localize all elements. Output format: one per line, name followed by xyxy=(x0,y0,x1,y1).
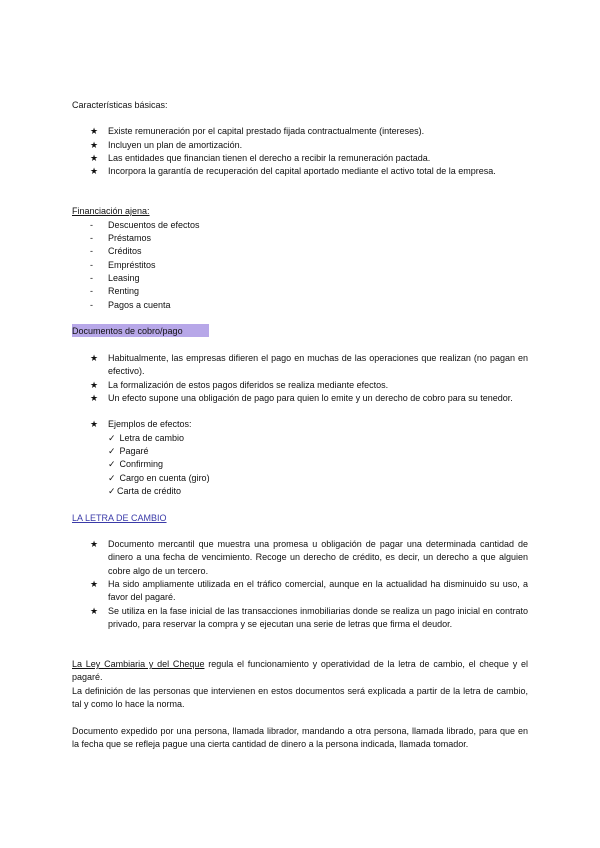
star-bullet-icon: ★ xyxy=(90,126,99,136)
star-bullet-icon: ★ xyxy=(90,419,99,429)
dash-bullet: - xyxy=(90,260,93,270)
dash-bullet: - xyxy=(90,273,93,283)
document-item-2: La formalización de estos pagos diferidos se realiza mediante efectos. xyxy=(108,380,389,390)
star-bullet-icon: ★ xyxy=(90,140,99,150)
example-item-1: ✓ Letra de cambio xyxy=(108,433,185,443)
dash-bullet: - xyxy=(90,286,93,296)
example-item-3: ✓ Confirming xyxy=(108,459,164,469)
financing-item-4: Empréstitos xyxy=(108,260,156,270)
star-bullet-icon: ★ xyxy=(90,579,99,589)
check-icon: ✓ xyxy=(108,486,116,496)
basic-item-4: Incorpora la garantía de recuperación del capital aportado mediante el activo total de la empresa. xyxy=(108,166,496,176)
basic-item-3: Las entidades que financian tienen el derecho a recibir la remuneración pactada. xyxy=(108,153,431,163)
basic-item-2: Incluyen un plan de amortización. xyxy=(108,140,243,150)
check-icon: ✓ xyxy=(108,446,116,456)
financing-item-6: Renting xyxy=(108,286,140,296)
documents-heading: Documentos de cobro/pago xyxy=(72,326,183,336)
example-item-2: ✓ Pagaré xyxy=(108,446,149,456)
law-title: La Ley Cambiaria y del Cheque xyxy=(72,659,205,669)
documents-heading-highlight xyxy=(72,324,209,337)
letra-item-2: Ha sido ampliamente utilizada en el tráfico comercial, aunque en la actualidad ha disminuido su uso, a favor del pagaré. xyxy=(108,579,528,603)
check-icon: ✓ xyxy=(108,473,116,483)
check-icon: ✓ xyxy=(108,433,116,443)
basic-features-heading: Características básicas: xyxy=(72,100,168,110)
definition-paragraph: La definición de las personas que intervienen en estos documentos será explicada a partir de la letra de cambio, tal y como lo hace la norma. xyxy=(72,686,528,710)
dash-bullet: - xyxy=(90,246,93,256)
financing-item-3: Créditos xyxy=(108,246,142,256)
document-definition-paragraph: Documento expedido por una persona, llamada librador, mandando a otra persona, llamada librado, para que en la fecha que se refleja pague una cierta cantidad de dinero a la persona indicada, llamada tomador. xyxy=(72,726,528,750)
financing-item-2: Préstamos xyxy=(108,233,152,243)
star-bullet-icon: ★ xyxy=(90,393,99,403)
letra-item-1: Documento mercantil que muestra una promesa u obligación de pagar una determinada cantidad de dinero a una fecha de vencimiento. Recoge un derecho de crédito, es decir, un derecho a que alguien cobre algo de un tercero. xyxy=(108,539,528,576)
law-paragraph: La Ley Cambiaria y del Cheque regula el funcionamiento y operatividad de la letra de cambio, el cheque y el pagaré. xyxy=(72,659,528,683)
basic-item-1: Existe remuneración por el capital prestado fijada contractualmente (intereses). xyxy=(108,126,425,136)
star-bullet-icon: ★ xyxy=(90,606,99,616)
document-item-1: Habitualmente, las empresas difieren el pago en muchas de las operaciones que realizan (no pagan en efectivo). xyxy=(108,353,528,377)
letra-item-3: Se utiliza en la fase inicial de las transacciones inmobiliarias donde se realiza un pago inicial en contrato privado, para reservar la compra y se ejecutan una serie de letras que firma el deudor. xyxy=(108,606,528,630)
star-bullet-icon: ★ xyxy=(90,539,99,549)
financing-item-7: Pagos a cuenta xyxy=(108,300,171,310)
star-bullet-icon: ★ xyxy=(90,153,99,163)
financing-heading: Financiación ajena: xyxy=(72,206,150,216)
example-item-5: ✓Carta de crédito xyxy=(108,486,182,496)
star-bullet-icon: ★ xyxy=(90,353,99,363)
dash-bullet: - xyxy=(90,300,93,310)
financing-item-5: Leasing xyxy=(108,273,140,283)
document-item-4: Ejemplos de efectos: xyxy=(108,419,192,429)
dash-bullet: - xyxy=(90,220,93,230)
star-bullet-icon: ★ xyxy=(90,166,99,176)
letra-de-cambio-heading-link[interactable]: LA LETRA DE CAMBIO xyxy=(72,513,167,523)
star-bullet-icon: ★ xyxy=(90,380,99,390)
financing-item-1: Descuentos de efectos xyxy=(108,220,200,230)
dash-bullet: - xyxy=(90,233,93,243)
example-item-4: ✓ Cargo en cuenta (giro) xyxy=(108,473,210,483)
document-item-3: Un efecto supone una obligación de pago para quien lo emite y un derecho de cobro para su tenedor. xyxy=(108,393,513,403)
check-icon: ✓ xyxy=(108,459,116,469)
